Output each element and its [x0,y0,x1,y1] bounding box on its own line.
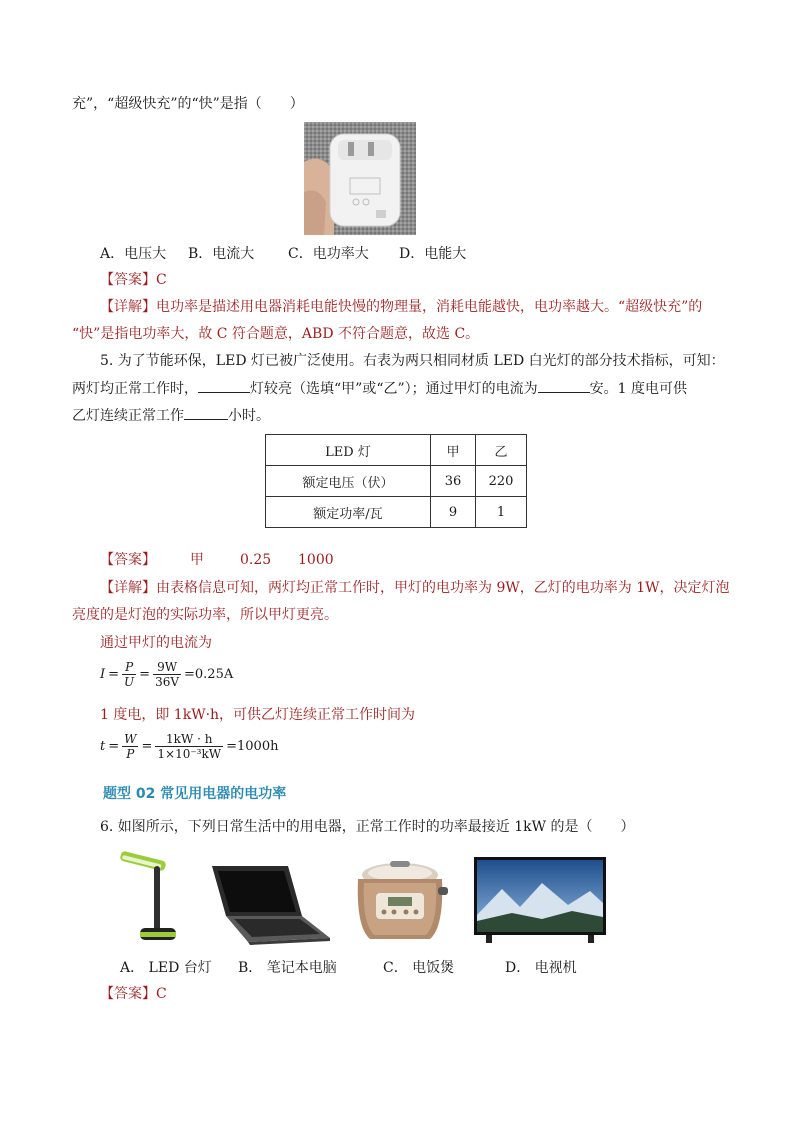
eq2-f2-den: 1×10⁻³kW [157,747,222,761]
q4-answer-tag: 【答案】 [100,272,156,288]
q4-option-a: A．电压大 [100,246,167,262]
q5-stem-line2 [72,378,687,399]
q4-option-d: D．电能大 [399,246,467,262]
eq2-fraction-2 [155,732,223,761]
led-spec-table [265,434,527,528]
led-lamp-picture [118,850,178,946]
eq2-result: =1000h [226,739,279,754]
q5-stem-line1: 5. 为了节能环保，LED 灯已被广泛使用。右表为两只相同材质 LED 白光灯的部分技术指标，可知： [100,353,725,369]
q6-option-c: C． 电饭煲 [383,960,455,976]
q5-answer-1: 甲 [190,552,204,568]
q5-answer-tag: 【答案】 [100,552,156,568]
q6-option-a: A． LED 台灯 [120,960,212,976]
q6-answer-tag: 【答案】 [100,986,156,1002]
q5-detail-tag: 【详解】 [100,580,156,596]
q5-detail-line2: 亮度的是灯泡的实际功率，所以甲灯更亮。 [72,607,338,623]
q4-detail-line2: “快”是指电功率大，故 C 符合题意，ABD 不符合题意，故选 C。 [72,326,480,342]
rice-cooker-picture [350,857,450,947]
q5-blank-2 [538,378,590,393]
charger-photo [304,122,416,235]
q6-option-b: B． 笔记本电脑 [238,960,337,976]
television-picture [472,855,608,947]
equation-time: t = $\frac{W}{P}$ = $\frac{1kW \cdot h}{\text{1×10⁻³kW}}$ =1000h [100,732,279,761]
table-row [266,466,527,497]
q5-stem-line2-b: 灯较亮（选填“甲”或“乙”）；通过甲灯的电流为 [250,381,538,397]
q5-detail-text1: 由表格信息可知，两灯均正常工作时，甲灯的电功率为 9W，乙灯的电功率为 1W，决定灯泡 [156,580,730,596]
q5-stem-line3 [72,405,270,426]
table-cell: 额定电压（伏） [266,466,431,497]
q5-current-intro: 通过甲灯的电流为 [100,635,212,651]
laptop-picture [208,862,332,946]
led-lamp-image [118,850,178,946]
eq1-fraction-1 [122,660,136,689]
q6-answer-value: C [156,986,167,1002]
table-row [266,497,527,528]
q4-detail-line1 [100,297,702,317]
q5-blank-3 [184,405,228,420]
q5-detail-line1 [100,578,730,598]
eq1-fraction-2 [153,660,181,689]
q5-energy-line: 1 度电，即 1kW·h，可供乙灯连续正常工作时间为 [100,707,416,723]
section-heading: 题型 02 常见用电器的电功率 [103,786,287,802]
eq1-f1-num: P [122,660,136,675]
q5-stem-line2-c: 安。1 度电可供 [589,381,687,397]
eq1-f2-num: 9W [153,660,181,675]
charger-image [304,122,416,235]
q6-stem: 6. 如图所示，下列日常生活中的用电器，正常工作时的功率最接近 1kW 的是（ ） [100,819,635,835]
q5-answer-3: 1000 [298,552,334,568]
table-cell: 220 [476,466,527,497]
eq1-f2-den: 36V [155,675,180,689]
q5-stem-line3-a: 乙灯连续正常工作 [72,408,184,424]
table-cell: 36 [431,466,476,497]
television-image [472,855,608,947]
eq2-f2-num: 1kW · h [155,732,223,747]
q4-option-c: C．电功率大 [288,246,369,262]
q5-stem-line2-a: 两灯均正常工作时， [72,381,198,397]
q4-detail-tag: 【详解】 [100,299,156,315]
table-header-cell: LED 灯 [266,435,431,466]
q4-answer [100,270,167,290]
eq2-f1-num: W [124,732,137,746]
eq2-f1-den: P [126,747,135,761]
table-header-cell: 乙 [476,435,527,466]
q5-answer [100,550,156,570]
table-cell: 9 [431,497,476,528]
eq2-fraction-1 [122,732,138,761]
rice-cooker-image [350,857,450,947]
q4-option-b: B．电流大 [188,246,255,262]
eq1-f1-den: U [124,675,135,689]
q5-stem-line3-b: 小时。 [228,408,270,424]
q6-answer [100,984,167,1004]
q4-answer-value: C [156,272,167,288]
q4-stem-tail: 充”，“超级快充”的“快”是指（ ） [72,96,304,112]
equation-current: I = $\frac{P}{U}$ = $\frac{9W}{36V}$ =0.25A [100,660,234,689]
eq2-lhs: t [100,739,106,754]
q6-option-d: D． 电视机 [505,960,577,976]
table-header-row [266,435,527,466]
q5-answer-2: 0.25 [240,552,272,568]
q4-detail-text1: 电功率是描述用电器消耗电能快慢的物理量，消耗电能越快，电功率越大。“超级快充”的 [156,299,703,315]
eq1-result: =0.25A [184,667,234,682]
table-cell: 额定功率/瓦 [266,497,431,528]
table-header-cell: 甲 [431,435,476,466]
q5-blank-1 [198,378,250,393]
laptop-image [208,862,332,946]
table-cell: 1 [476,497,527,528]
eq1-lhs: I [100,667,106,682]
